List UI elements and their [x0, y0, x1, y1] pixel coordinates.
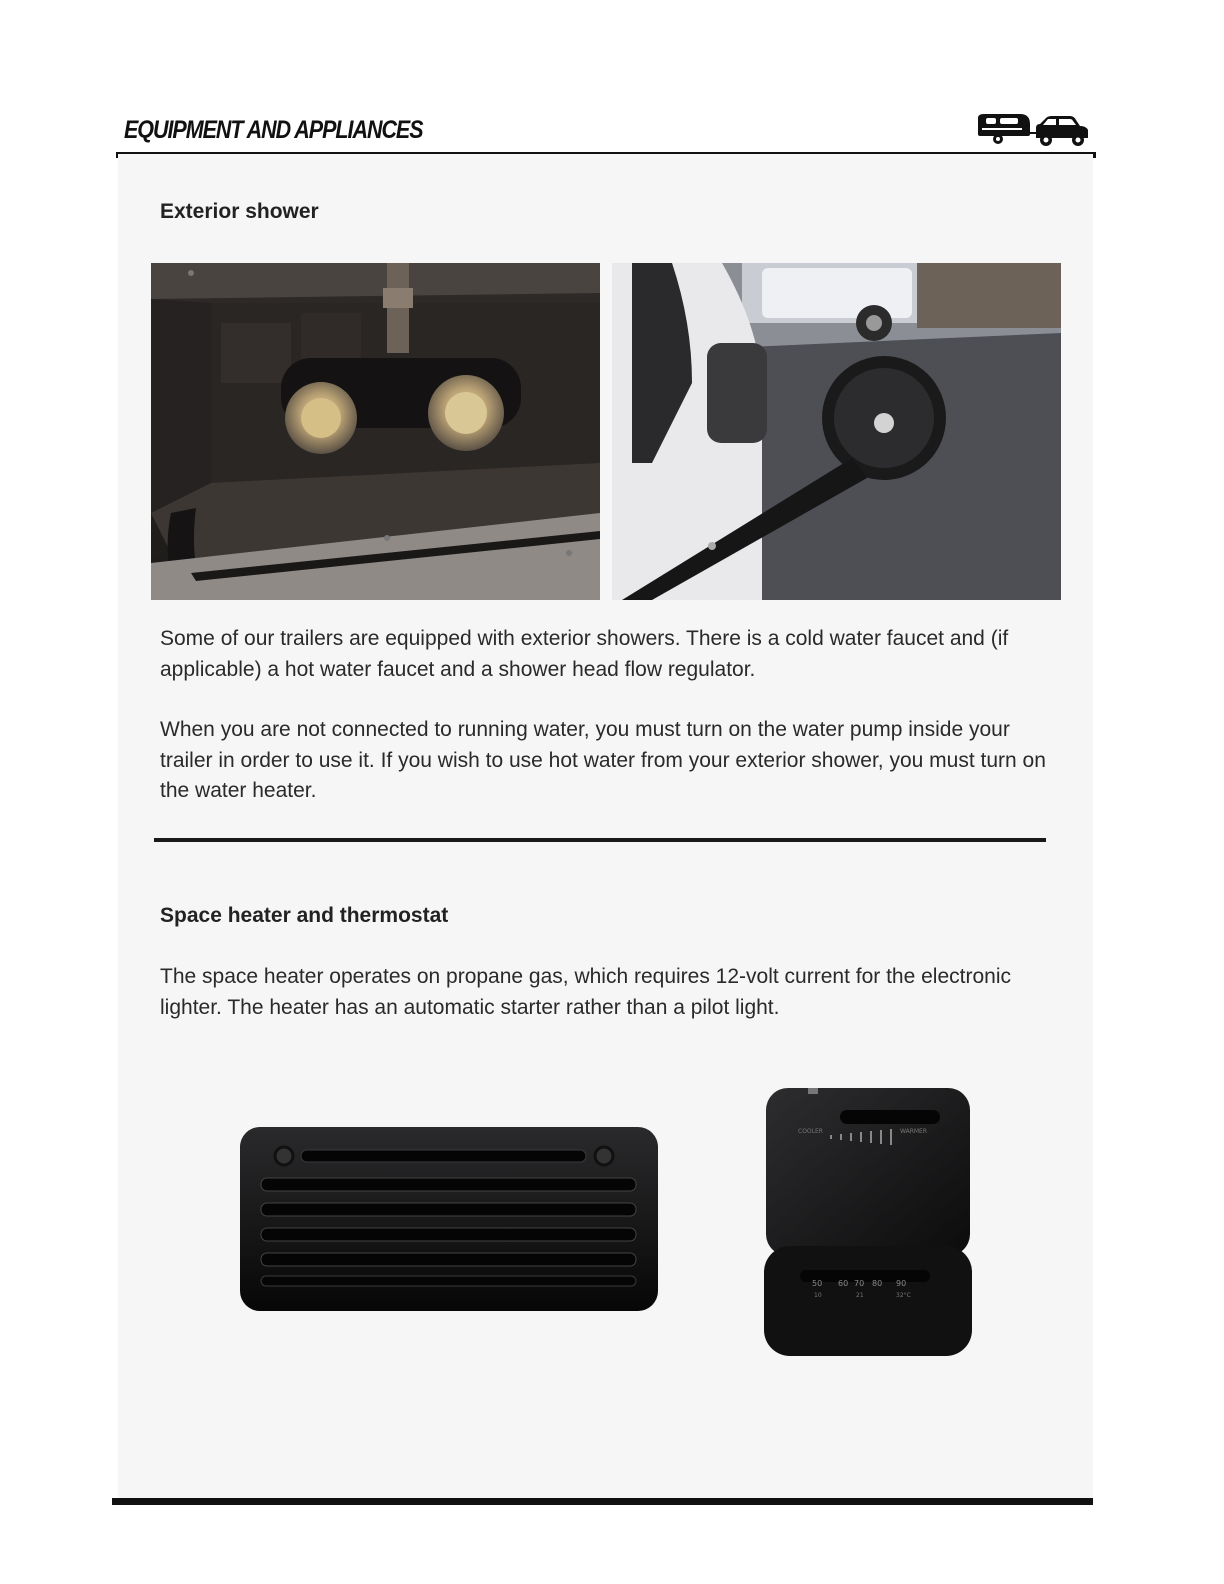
- shower-faucets-photo: [151, 263, 600, 600]
- thermostat-scale-50: 50: [812, 1279, 823, 1288]
- thermostat-celsius-32: 32°C: [896, 1292, 911, 1299]
- thermostat-celsius-10: 10: [814, 1292, 822, 1299]
- thermostat-scale-90: 90: [896, 1279, 907, 1288]
- trailer-and-car-icon: [974, 112, 1090, 148]
- page-header: [116, 110, 1096, 158]
- section-heading-space-heater: Space heater and thermostat: [160, 904, 449, 927]
- thermostat-photo: [760, 1080, 976, 1360]
- paragraph-shower-pump: When you are not connected to running water, you must turn on the water pump inside your trailer in order to use it. If you wish to use hot water from your exterior shower, you must turn on the water heater.: [160, 718, 1046, 802]
- paragraph-shower-intro: Some of our trailers are equipped with exterior showers. There is a cold water faucet and (if applicable) a hot water faucet and a shower head flow regulator.: [160, 627, 1009, 681]
- heater-vent-photo: [236, 1124, 662, 1314]
- thermostat-celsius-21: 21: [856, 1292, 864, 1299]
- page-title: EQUIPMENT AND APPLIANCES: [124, 116, 423, 144]
- thermostat-cooler-label: COOLER: [798, 1128, 823, 1135]
- section-heading-exterior-shower: Exterior shower: [160, 200, 319, 223]
- thermostat-warmer-label: WARMER: [900, 1128, 928, 1135]
- thermostat-scale-70: 70: [854, 1279, 865, 1288]
- thermostat-scale-80: 80: [872, 1279, 883, 1288]
- thermostat-scale-60: 60: [838, 1279, 849, 1288]
- footer-rule: [112, 1498, 1093, 1505]
- shower-head-photo: [612, 263, 1061, 600]
- section-divider: [154, 838, 1046, 842]
- paragraph-space-heater: The space heater operates on propane gas, which requires 12-volt current for the electronic lighter. The heater has an automatic starter rather than a pilot light.: [160, 965, 1011, 1019]
